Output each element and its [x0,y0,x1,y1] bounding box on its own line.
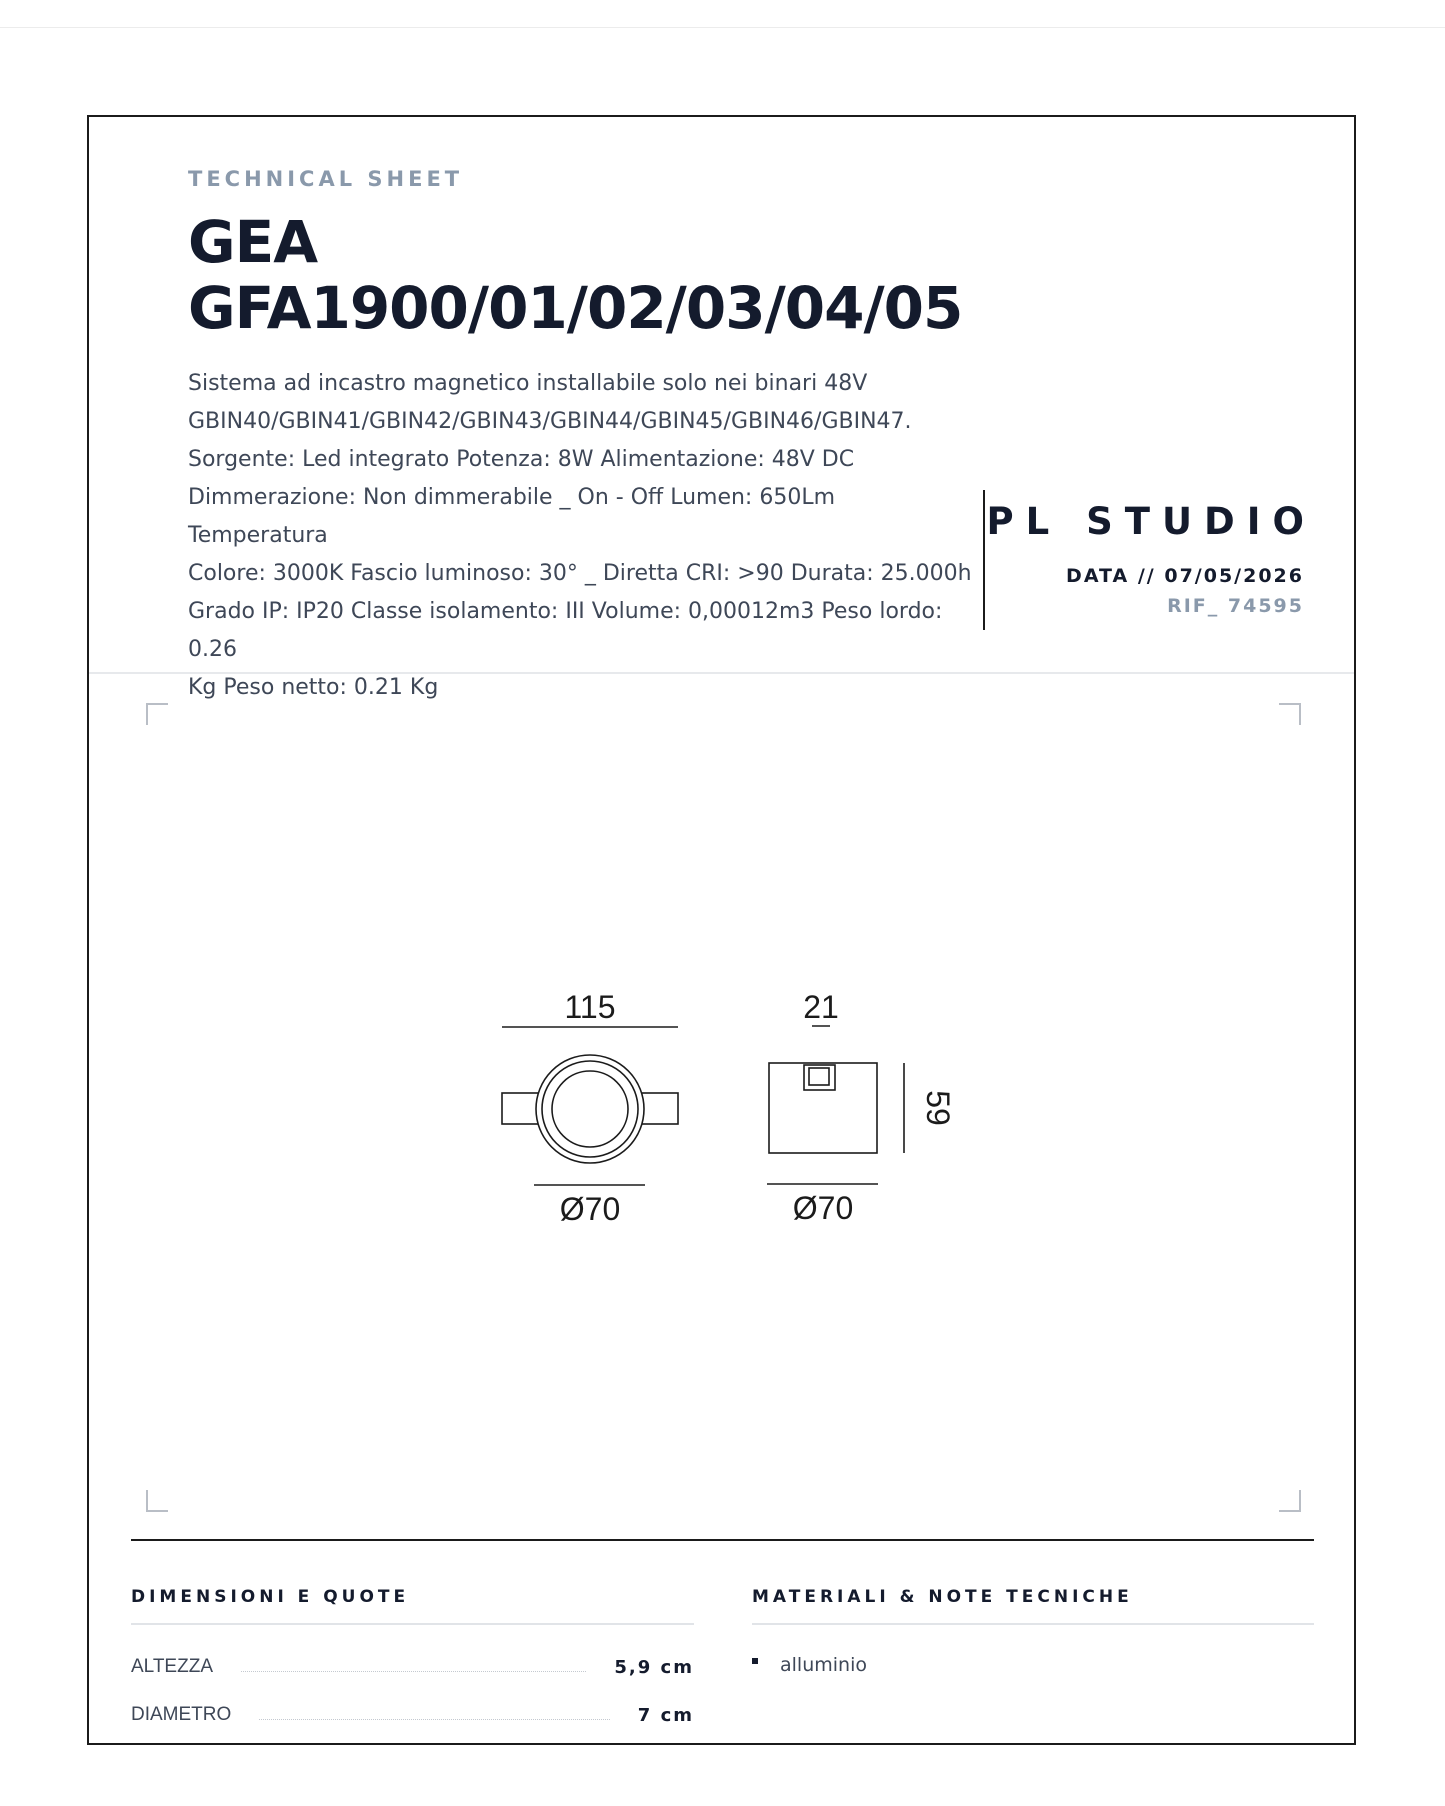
fixture-side-body [769,1063,877,1153]
spec-value: 7 cm [637,1704,694,1726]
technical-drawing [89,117,1354,1537]
description-line: Grado IP: IP20 Classe isolamento: III Volume: 0,00012m3 Peso lordo: 0.26 [188,599,943,662]
spec-label: DIAMETRO [131,1704,232,1725]
spec-row-diameter [131,1700,694,1730]
document-reference: RIF_ 74595 [1167,595,1304,617]
spec-value: 5,9 cm [614,1656,694,1678]
brand-name: PL STUDIO [986,500,1316,543]
description-line: Kg Peso netto: 0.21 Kg [188,675,439,700]
footer-separator [131,1539,1314,1541]
product-codes: GFA1900/01/02/03/04/05 [188,274,963,342]
spec-row-height [131,1652,694,1682]
material-name: alluminio [780,1654,867,1676]
side-depth-label: 21 [803,989,839,1025]
leader-dots [241,1671,586,1672]
document-date: DATA // 07/05/2026 [1066,565,1304,587]
description-line: GBIN40/GBIN41/GBIN42/GBIN43/GBIN44/GBIN45/GBIN46/GBIN47. [188,409,912,434]
description-line: Colore: 3000K Fascio luminoso: 30° _ Diretta CRI: >90 Durata: 25.000h [188,561,972,586]
top-view-drawing [502,1027,678,1185]
technical-sheet [87,115,1356,1745]
magnet-insert [809,1068,829,1085]
leader-dots [259,1719,610,1720]
sheet-type-label: TECHNICAL SHEET [188,167,464,191]
bullet-icon [752,1658,758,1664]
top-divider [0,27,1445,28]
description-line: Sistema ad incastro magnetico installabile solo nei binari 48V [188,371,868,396]
material-list-item [752,1654,867,1676]
materials-heading-rule [752,1623,1314,1625]
top-width-label: 115 [564,989,616,1025]
spec-label: ALTEZZA [131,1656,213,1677]
materials-heading: MATERIALI & NOTE TECNICHE [752,1587,1133,1607]
product-name: GEA [188,208,318,276]
side-view-drawing [767,1026,904,1184]
top-diameter-label: Ø70 [559,1191,621,1227]
description-line: Dimmerazione: Non dimmerabile _ On - Off Lumen: 650Lm Temperatura [188,485,836,548]
dimensions-heading-rule [131,1623,694,1625]
side-diameter-label: Ø70 [792,1190,854,1226]
description-line: Sorgente: Led integrato Potenza: 8W Alimentazione: 48V DC [188,447,855,472]
dimensions-heading: DIMENSIONI E QUOTE [131,1587,410,1607]
side-height-label: 59 [920,1090,956,1126]
